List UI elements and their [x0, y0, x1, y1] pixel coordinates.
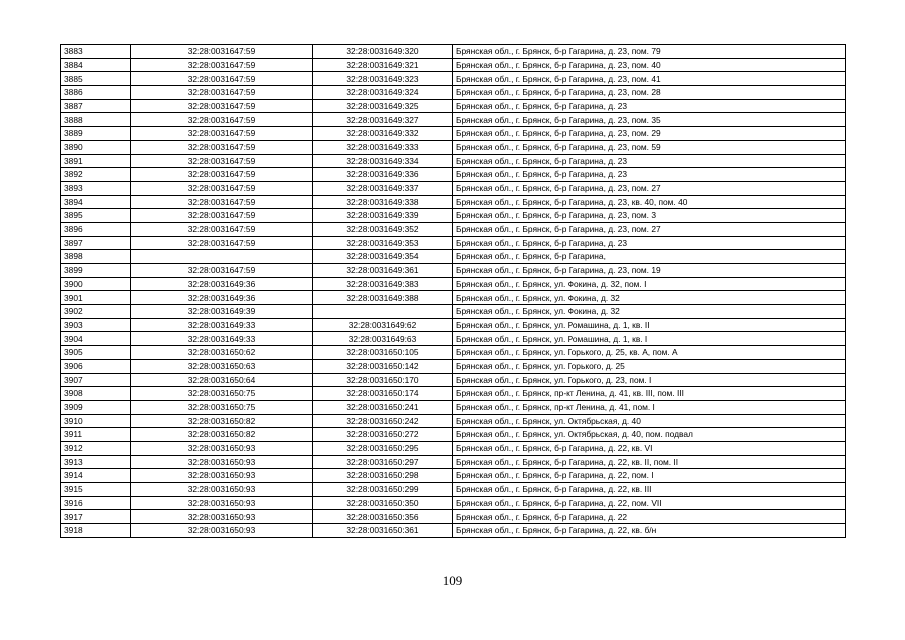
address-cell: Брянская обл., г. Брянск, б-р Гагарина, д. 23, пом. 19 — [453, 264, 846, 278]
address-cell: Брянская обл., г. Брянск, ул. Горького, д. 25 — [453, 359, 846, 373]
parent-cadastral-cell: 32:28:0031647:59 — [131, 195, 313, 209]
row-number-cell: 3886 — [61, 86, 131, 100]
table-row — [61, 387, 846, 401]
address-cell: Брянская обл., г. Брянск, б-р Гагарина, д. 23, пом. 27 — [453, 222, 846, 236]
address-cell: Брянская обл., г. Брянск, пр-кт Ленина, д. 41, пом. I — [453, 400, 846, 414]
parent-cadastral-cell: 32:28:0031649:33 — [131, 318, 313, 332]
table-row — [61, 400, 846, 414]
table-row — [61, 524, 846, 538]
parent-cadastral-cell: 32:28:0031650:82 — [131, 414, 313, 428]
row-number-cell: 3914 — [61, 469, 131, 483]
cadastral-number-cell: 32:28:0031649:325 — [313, 99, 453, 113]
address-cell: Брянская обл., г. Брянск, ул. Октябрьская, д. 40, пом. подвал — [453, 428, 846, 442]
row-number-cell: 3887 — [61, 99, 131, 113]
parent-cadastral-cell: 32:28:0031650:64 — [131, 373, 313, 387]
table-row — [61, 318, 846, 332]
row-number-cell: 3884 — [61, 58, 131, 72]
cadastral-number-cell: 32:28:0031649:62 — [313, 318, 453, 332]
cadastral-number-cell: 32:28:0031650:105 — [313, 346, 453, 360]
table-row — [61, 305, 846, 319]
table-row — [61, 510, 846, 524]
cadastral-number-cell: 32:28:0031649:332 — [313, 127, 453, 141]
table-row — [61, 277, 846, 291]
row-number-cell: 3898 — [61, 250, 131, 264]
parent-cadastral-cell: 32:28:0031647:59 — [131, 45, 313, 59]
row-number-cell: 3908 — [61, 387, 131, 401]
cadastral-number-cell: 32:28:0031649:337 — [313, 181, 453, 195]
address-cell: Брянская обл., г. Брянск, пр-кт Ленина, д. 41, кв. III, пом. III — [453, 387, 846, 401]
cadastral-number-cell: 32:28:0031649:361 — [313, 264, 453, 278]
cadastral-number-cell: 32:28:0031649:327 — [313, 113, 453, 127]
row-number-cell: 3905 — [61, 346, 131, 360]
address-cell: Брянская обл., г. Брянск, ул. Горького, д. 23, пом. I — [453, 373, 846, 387]
row-number-cell: 3889 — [61, 127, 131, 141]
parent-cadastral-cell: 32:28:0031650:63 — [131, 359, 313, 373]
table-row — [61, 455, 846, 469]
cadastral-number-cell: 32:28:0031649:338 — [313, 195, 453, 209]
table-row — [61, 496, 846, 510]
table-row — [61, 195, 846, 209]
parent-cadastral-cell: 32:28:0031647:59 — [131, 113, 313, 127]
parent-cadastral-cell: 32:28:0031647:59 — [131, 127, 313, 141]
cadastral-number-cell: 32:28:0031649:324 — [313, 86, 453, 100]
cadastral-number-cell: 32:28:0031649:334 — [313, 154, 453, 168]
cadastral-number-cell: 32:28:0031650:361 — [313, 524, 453, 538]
cadastral-number-cell: 32:28:0031650:356 — [313, 510, 453, 524]
table-row — [61, 346, 846, 360]
row-number-cell: 3895 — [61, 209, 131, 223]
parent-cadastral-cell: 32:28:0031650:82 — [131, 428, 313, 442]
cadastral-number-cell: 32:28:0031650:242 — [313, 414, 453, 428]
parent-cadastral-cell: 32:28:0031650:93 — [131, 524, 313, 538]
row-number-cell: 3913 — [61, 455, 131, 469]
row-number-cell: 3890 — [61, 140, 131, 154]
cadastral-number-cell: 32:28:0031650:272 — [313, 428, 453, 442]
address-cell: Брянская обл., г. Брянск, б-р Гагарина, д. 23, пом. 40 — [453, 58, 846, 72]
row-number-cell: 3893 — [61, 181, 131, 195]
cadastral-number-cell: 32:28:0031650:241 — [313, 400, 453, 414]
cadastral-number-cell: 32:28:0031649:354 — [313, 250, 453, 264]
table-row — [61, 99, 846, 113]
registry-table — [60, 44, 846, 538]
address-cell: Брянская обл., г. Брянск, б-р Гагарина, д. 22, пом. I — [453, 469, 846, 483]
table-row — [61, 250, 846, 264]
cadastral-number-cell: 32:28:0031650:174 — [313, 387, 453, 401]
row-number-cell: 3918 — [61, 524, 131, 538]
parent-cadastral-cell: 32:28:0031650:93 — [131, 455, 313, 469]
parent-cadastral-cell: 32:28:0031650:75 — [131, 387, 313, 401]
parent-cadastral-cell: 32:28:0031647:59 — [131, 72, 313, 86]
address-cell: Брянская обл., г. Брянск, б-р Гагарина, д. 23, пом. 27 — [453, 181, 846, 195]
cadastral-number-cell: 32:28:0031649:321 — [313, 58, 453, 72]
row-number-cell: 3888 — [61, 113, 131, 127]
row-number-cell: 3915 — [61, 483, 131, 497]
cadastral-number-cell: 32:28:0031649:63 — [313, 332, 453, 346]
row-number-cell: 3891 — [61, 154, 131, 168]
table-row — [61, 414, 846, 428]
cadastral-number-cell: 32:28:0031650:142 — [313, 359, 453, 373]
table-row — [61, 140, 846, 154]
cadastral-number-cell: 32:28:0031650:350 — [313, 496, 453, 510]
cadastral-number-cell — [313, 305, 453, 319]
cadastral-number-cell: 32:28:0031649:320 — [313, 45, 453, 59]
table-row — [61, 127, 846, 141]
parent-cadastral-cell: 32:28:0031649:36 — [131, 277, 313, 291]
address-cell: Брянская обл., г. Брянск, б-р Гагарина, д. 23, пом. 59 — [453, 140, 846, 154]
address-cell: Брянская обл., г. Брянск, б-р Гагарина, д. 23 — [453, 99, 846, 113]
address-cell: Брянская обл., г. Брянск, б-р Гагарина, д. 22, кв. б/н — [453, 524, 846, 538]
parent-cadastral-cell: 32:28:0031650:93 — [131, 469, 313, 483]
table-row — [61, 86, 846, 100]
parent-cadastral-cell: 32:28:0031649:36 — [131, 291, 313, 305]
address-cell: Брянская обл., г. Брянск, б-р Гагарина, д. 23, пом. 3 — [453, 209, 846, 223]
parent-cadastral-cell: 32:28:0031649:39 — [131, 305, 313, 319]
table-row — [61, 332, 846, 346]
parent-cadastral-cell: 32:28:0031647:59 — [131, 209, 313, 223]
parent-cadastral-cell: 32:28:0031647:59 — [131, 140, 313, 154]
registry-table-body — [61, 45, 846, 538]
parent-cadastral-cell: 32:28:0031647:59 — [131, 99, 313, 113]
cadastral-number-cell: 32:28:0031649:383 — [313, 277, 453, 291]
cadastral-number-cell: 32:28:0031649:333 — [313, 140, 453, 154]
cadastral-number-cell: 32:28:0031649:336 — [313, 168, 453, 182]
row-number-cell: 3917 — [61, 510, 131, 524]
parent-cadastral-cell: 32:28:0031647:59 — [131, 154, 313, 168]
row-number-cell: 3897 — [61, 236, 131, 250]
table-row — [61, 181, 846, 195]
table-row — [61, 469, 846, 483]
cadastral-number-cell: 32:28:0031650:298 — [313, 469, 453, 483]
address-cell: Брянская обл., г. Брянск, ул. Фокина, д. 32 — [453, 291, 846, 305]
row-number-cell: 3901 — [61, 291, 131, 305]
address-cell: Брянская обл., г. Брянск, б-р Гагарина, д. 23, пом. 41 — [453, 72, 846, 86]
table-row — [61, 58, 846, 72]
row-number-cell: 3892 — [61, 168, 131, 182]
table-row — [61, 483, 846, 497]
row-number-cell: 3904 — [61, 332, 131, 346]
parent-cadastral-cell: 32:28:0031647:59 — [131, 58, 313, 72]
cadastral-number-cell: 32:28:0031649:323 — [313, 72, 453, 86]
address-cell: Брянская обл., г. Брянск, б-р Гагарина, — [453, 250, 846, 264]
row-number-cell: 3909 — [61, 400, 131, 414]
address-cell: Брянская обл., г. Брянск, б-р Гагарина, д. 22, кв. VI — [453, 441, 846, 455]
row-number-cell: 3883 — [61, 45, 131, 59]
row-number-cell: 3885 — [61, 72, 131, 86]
table-row — [61, 264, 846, 278]
table-row — [61, 222, 846, 236]
row-number-cell: 3910 — [61, 414, 131, 428]
row-number-cell: 3912 — [61, 441, 131, 455]
parent-cadastral-cell — [131, 250, 313, 264]
parent-cadastral-cell: 32:28:0031647:59 — [131, 222, 313, 236]
row-number-cell: 3894 — [61, 195, 131, 209]
table-row — [61, 168, 846, 182]
address-cell: Брянская обл., г. Брянск, ул. Ромашина, д. 1, кв. I — [453, 332, 846, 346]
parent-cadastral-cell: 32:28:0031650:75 — [131, 400, 313, 414]
cadastral-number-cell: 32:28:0031649:352 — [313, 222, 453, 236]
address-cell: Брянская обл., г. Брянск, ул. Фокина, д. 32, пом. I — [453, 277, 846, 291]
table-row — [61, 45, 846, 59]
address-cell: Брянская обл., г. Брянск, б-р Гагарина, д. 23 — [453, 168, 846, 182]
table-row — [61, 236, 846, 250]
row-number-cell: 3907 — [61, 373, 131, 387]
parent-cadastral-cell: 32:28:0031647:59 — [131, 86, 313, 100]
address-cell: Брянская обл., г. Брянск, б-р Гагарина, д. 22, пом. VII — [453, 496, 846, 510]
parent-cadastral-cell: 32:28:0031647:59 — [131, 168, 313, 182]
address-cell: Брянская обл., г. Брянск, ул. Октябрьская, д. 40 — [453, 414, 846, 428]
row-number-cell: 3916 — [61, 496, 131, 510]
table-row — [61, 441, 846, 455]
cadastral-number-cell: 32:28:0031650:170 — [313, 373, 453, 387]
address-cell: Брянская обл., г. Брянск, ул. Ромашина, д. 1, кв. II — [453, 318, 846, 332]
address-cell: Брянская обл., г. Брянск, б-р Гагарина, д. 23, пом. 29 — [453, 127, 846, 141]
row-number-cell: 3900 — [61, 277, 131, 291]
address-cell: Брянская обл., г. Брянск, б-р Гагарина, д. 23 — [453, 154, 846, 168]
cadastral-number-cell: 32:28:0031650:295 — [313, 441, 453, 455]
address-cell: Брянская обл., г. Брянск, б-р Гагарина, д. 22, кв. II, пом. II — [453, 455, 846, 469]
table-row — [61, 209, 846, 223]
cadastral-number-cell: 32:28:0031649:388 — [313, 291, 453, 305]
row-number-cell: 3903 — [61, 318, 131, 332]
table-row — [61, 373, 846, 387]
parent-cadastral-cell: 32:28:0031650:93 — [131, 441, 313, 455]
page-number: 109 — [442, 573, 463, 588]
parent-cadastral-cell: 32:28:0031647:59 — [131, 181, 313, 195]
cadastral-number-cell: 32:28:0031649:353 — [313, 236, 453, 250]
address-cell: Брянская обл., г. Брянск, б-р Гагарина, д. 22, кв. III — [453, 483, 846, 497]
parent-cadastral-cell: 32:28:0031650:93 — [131, 510, 313, 524]
parent-cadastral-cell: 32:28:0031647:59 — [131, 236, 313, 250]
table-row — [61, 359, 846, 373]
parent-cadastral-cell: 32:28:0031650:93 — [131, 496, 313, 510]
table-row — [61, 428, 846, 442]
parent-cadastral-cell: 32:28:0031650:62 — [131, 346, 313, 360]
address-cell: Брянская обл., г. Брянск, б-р Гагарина, д. 23, кв. 40, пом. 40 — [453, 195, 846, 209]
address-cell: Брянская обл., г. Брянск, ул. Фокина, д. 32 — [453, 305, 846, 319]
table-row — [61, 113, 846, 127]
address-cell: Брянская обл., г. Брянск, б-р Гагарина, д. 23, пом. 35 — [453, 113, 846, 127]
address-cell: Брянская обл., г. Брянск, б-р Гагарина, д. 22 — [453, 510, 846, 524]
address-cell: Брянская обл., г. Брянск, ул. Горького, д. 25, кв. А, пом. А — [453, 346, 846, 360]
cadastral-number-cell: 32:28:0031650:299 — [313, 483, 453, 497]
row-number-cell: 3906 — [61, 359, 131, 373]
cadastral-number-cell: 32:28:0031650:297 — [313, 455, 453, 469]
parent-cadastral-cell: 32:28:0031647:59 — [131, 264, 313, 278]
row-number-cell: 3902 — [61, 305, 131, 319]
row-number-cell: 3899 — [61, 264, 131, 278]
parent-cadastral-cell: 32:28:0031650:93 — [131, 483, 313, 497]
address-cell: Брянская обл., г. Брянск, б-р Гагарина, д. 23, пом. 28 — [453, 86, 846, 100]
address-cell: Брянская обл., г. Брянск, б-р Гагарина, д. 23 — [453, 236, 846, 250]
table-row — [61, 291, 846, 305]
table-row — [61, 72, 846, 86]
row-number-cell: 3911 — [61, 428, 131, 442]
table-row — [61, 154, 846, 168]
row-number-cell: 3896 — [61, 222, 131, 236]
address-cell: Брянская обл., г. Брянск, б-р Гагарина, д. 23, пом. 79 — [453, 45, 846, 59]
cadastral-number-cell: 32:28:0031649:339 — [313, 209, 453, 223]
parent-cadastral-cell: 32:28:0031649:33 — [131, 332, 313, 346]
